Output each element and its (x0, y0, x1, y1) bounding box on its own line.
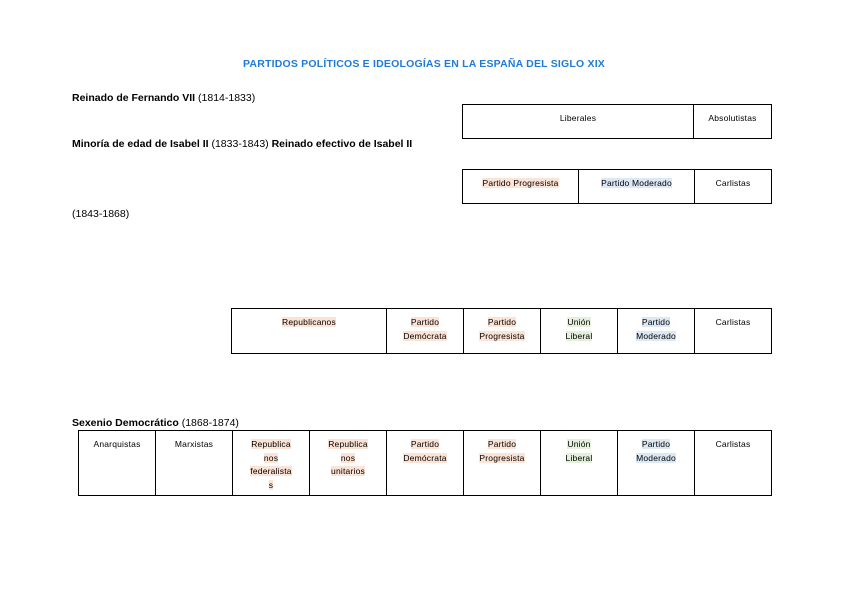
document-title: PARTIDOS POLÍTICOS E IDEOLOGÍAS EN LA ESPAÑA DEL SIGLO XIX (242, 58, 606, 70)
cell-line: nos (340, 452, 356, 463)
cell-carlistas (695, 309, 772, 354)
cell-partido-progresista (463, 170, 579, 204)
cell-line: Carlistas (715, 317, 751, 327)
cell-line: s (268, 479, 274, 490)
table-row (232, 309, 772, 354)
cell-line: Liberal (565, 452, 593, 463)
heading-sexenio (72, 417, 239, 429)
cell-line: Republica (251, 439, 291, 449)
cell-liberales: Liberales (463, 105, 694, 139)
cell-union-liberal (541, 309, 618, 354)
cell-line: unitarios (331, 466, 365, 476)
table-reinado-efectivo (231, 308, 772, 354)
cell-line: Progresista (479, 330, 525, 341)
cell-line: nos (263, 452, 279, 463)
cell-union-liberal (541, 431, 618, 496)
cell-line: Partido (641, 439, 671, 449)
cell-line: Partido (641, 317, 671, 327)
cell-republicanos (232, 309, 387, 354)
cell-line: Unión (567, 317, 591, 327)
cell-line: Unión (567, 439, 591, 449)
highlight-moderado: Partido Moderado (601, 178, 672, 188)
cell-line: Demócrata (403, 452, 447, 463)
cell-carlistas (695, 431, 772, 496)
cell-line: Carlistas (715, 439, 751, 449)
cell-absolutistas: Absolutistas (694, 105, 772, 139)
cell-partido-progresista (464, 309, 541, 354)
table-row (79, 431, 772, 496)
cell-republicanos-unitarios (310, 431, 387, 496)
table-sexenio-democratico (78, 430, 772, 496)
cell-line: Partido (487, 317, 517, 327)
cell-marxistas (156, 431, 233, 496)
cell-republicanos-federalistas (233, 431, 310, 496)
heading-minoria-isabel (72, 138, 412, 150)
cell-anarquistas (79, 431, 156, 496)
cell-line: Anarquistas (93, 439, 141, 449)
heading-fernando-years: (1814-1833) (195, 92, 256, 104)
cell-line: Republica (328, 439, 368, 449)
cell-line: Partido (487, 439, 517, 449)
cell-carlistas: Carlistas (695, 170, 772, 204)
cell-line: Progresista (479, 452, 525, 463)
table-isabel-ii (462, 169, 772, 204)
cell-partido-moderado (618, 309, 695, 354)
heading-isabel-years: (1843-1868) (72, 208, 130, 220)
cell-partido-moderado (618, 431, 695, 496)
heading-reinado-efectivo: Reinado efectivo de Isabel II (271, 138, 413, 150)
cell-line: federalista (250, 466, 292, 476)
heading-sexenio-bold: Sexenio Democrático (72, 417, 179, 429)
cell-line: Moderado (636, 330, 676, 341)
cell-line: Partido (410, 317, 440, 327)
cell-line: Republicanos (282, 317, 336, 327)
cell-line: Moderado (636, 452, 676, 463)
cell-line: Demócrata (403, 330, 447, 341)
heading-minoria-bold: Minoría de edad de Isabel II (72, 138, 209, 150)
cell-partido-progresista (464, 431, 541, 496)
heading-fernando-bold: Reinado de Fernando VII (72, 92, 196, 104)
cell-partido-democrata (387, 309, 464, 354)
cell-line: Marxistas (174, 439, 214, 449)
cell-partido-moderado (579, 170, 695, 204)
heading-fernando-vii (72, 92, 255, 104)
heading-minoria-years: (1833-1843) (208, 138, 272, 150)
cell-partido-democrata (387, 431, 464, 496)
table-fernando-vii (462, 104, 772, 139)
cell-line: Partido (410, 439, 440, 449)
heading-sexenio-years: (1868-1874) (178, 417, 239, 429)
cell-line: Liberal (565, 330, 593, 341)
highlight-progresista: Partido Progresista (482, 178, 559, 188)
